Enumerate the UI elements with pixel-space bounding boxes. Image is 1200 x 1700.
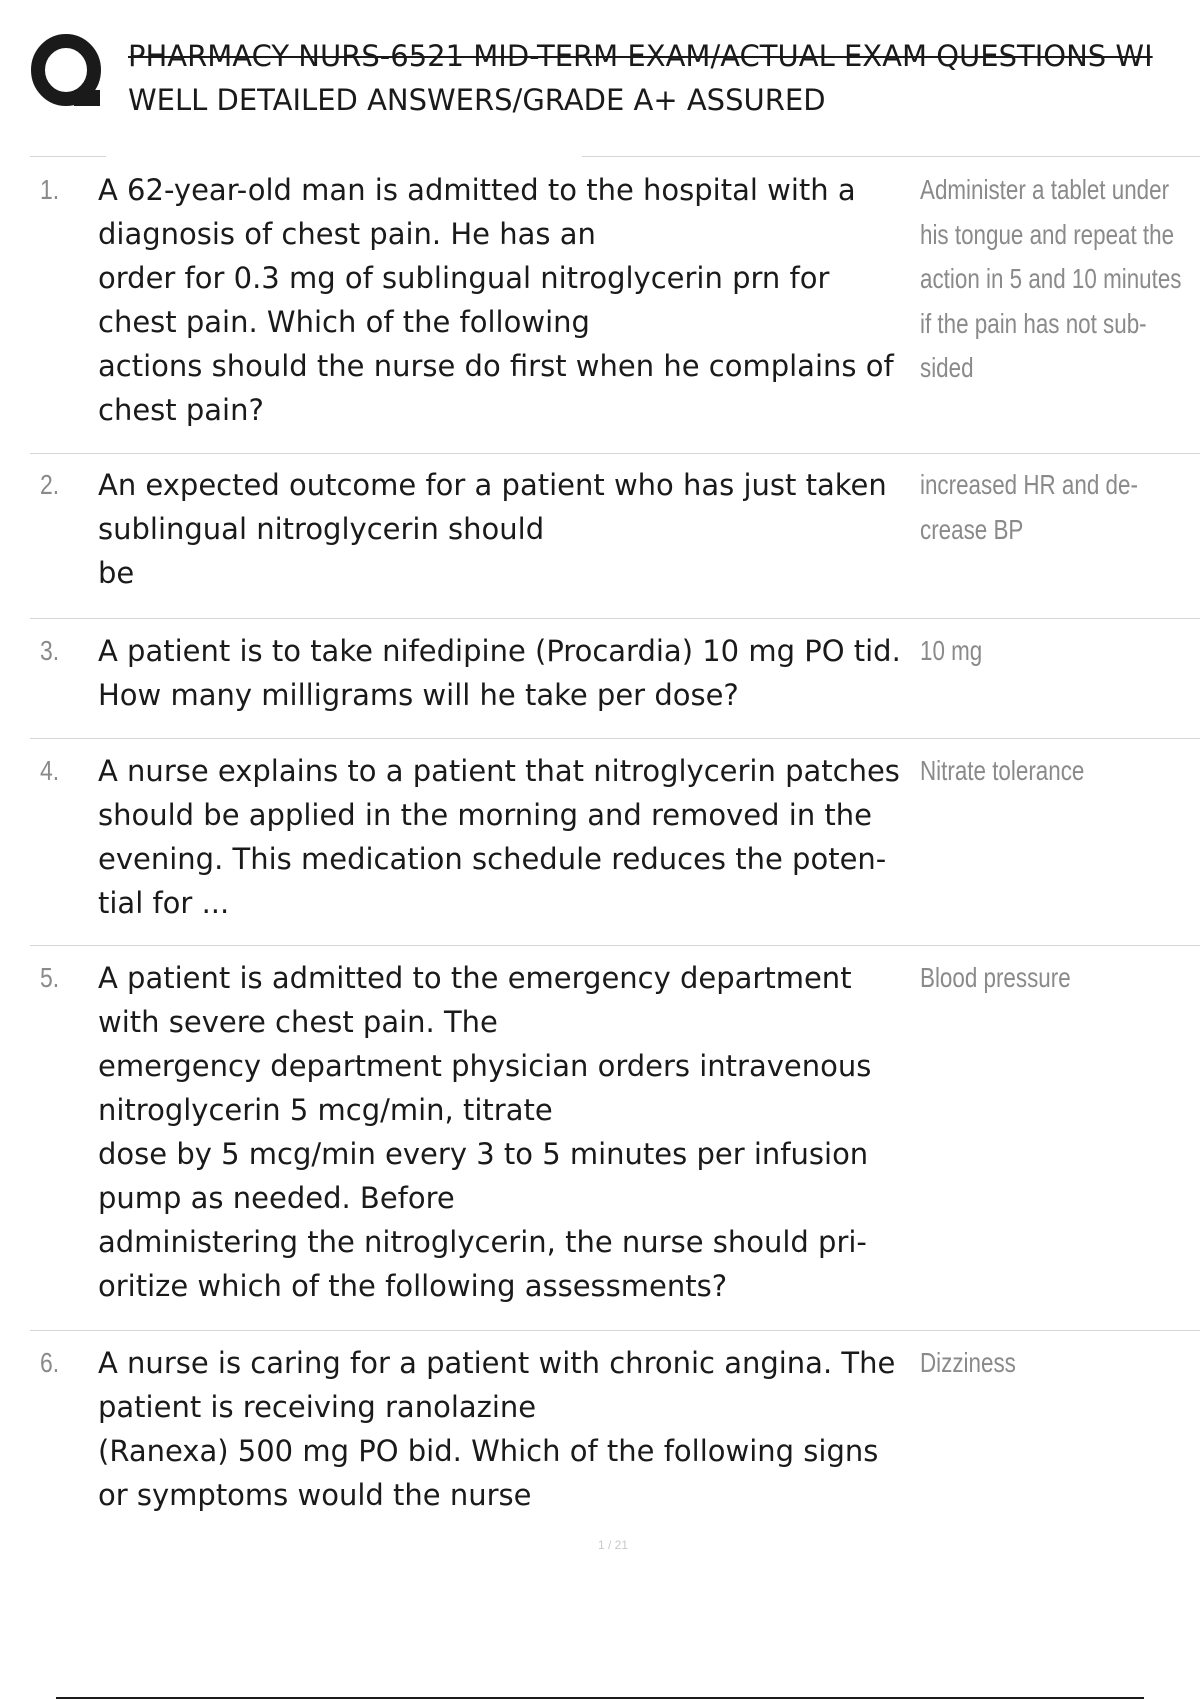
header-divider-right xyxy=(582,156,1200,157)
question-line: tial for ... xyxy=(98,886,230,920)
question-text xyxy=(98,168,943,432)
question-text xyxy=(98,956,943,1308)
answer-line: Nitrate tolerance xyxy=(920,755,1085,786)
answer-line: sided xyxy=(920,352,974,383)
question-line: chest pain? xyxy=(98,393,264,427)
answer-line: action in 5 and 10 minutes xyxy=(920,263,1182,294)
answer-line: increased HR and de- xyxy=(920,469,1138,500)
question-line: order for 0.3 mg of sublingual nitroglycerin prn for xyxy=(98,261,830,295)
question-line: How many milligrams will he take per dose? xyxy=(98,678,739,712)
answer-line: Administer a tablet under xyxy=(920,174,1170,205)
question-line: dose by 5 mcg/min every 3 to 5 minutes per infusion xyxy=(98,1137,869,1171)
answer-line: crease BP xyxy=(920,513,1024,545)
question-line: An expected outcome for a patient who has just taken xyxy=(98,468,887,502)
header-divider-left xyxy=(30,156,106,157)
document-title xyxy=(128,34,1200,122)
question-text xyxy=(98,1341,943,1517)
question-line: A patient is to take nifedipine (Procardia) 10 mg PO tid. xyxy=(98,634,901,668)
answer-text xyxy=(920,463,1160,552)
title-line-1: PHARMACY NURS-6521 MID-TERM EXAM/ACTUAL EXAM QUESTIONS WI xyxy=(128,39,1153,73)
answer-line: his tongue and repeat the xyxy=(920,218,1175,250)
answer-text xyxy=(920,629,1160,674)
question-text xyxy=(98,749,943,925)
footer-divider xyxy=(56,1697,1144,1699)
question-text xyxy=(98,463,943,595)
question-line: (Ranexa) 500 mg PO bid. Which of the following signs xyxy=(98,1434,879,1468)
question-number: 2. xyxy=(40,469,60,500)
answer-text xyxy=(920,168,1182,391)
question-line: A patient is admitted to the emergency department xyxy=(98,961,852,995)
answer-text xyxy=(920,1341,1160,1386)
answer-line: Blood pressure xyxy=(920,962,1071,993)
question-line: evening. This medication schedule reduces the poten- xyxy=(98,842,887,876)
answer-line: Dizziness xyxy=(920,1347,1016,1378)
row-divider xyxy=(30,945,1200,946)
title-line-2: WELL DETAILED ANSWERS/GRADE A+ ASSURED xyxy=(128,83,826,117)
question-line: administering the nitroglycerin, the nurse should pri- xyxy=(98,1225,867,1259)
question-line: pump as needed. Before xyxy=(98,1181,455,1215)
question-number: 6. xyxy=(40,1347,60,1378)
question-line: A nurse is caring for a patient with chronic angina. The xyxy=(98,1346,896,1380)
question-line: chest pain. Which of the following xyxy=(98,305,590,339)
row-divider xyxy=(30,1330,1200,1331)
question-line: emergency department physician orders intravenous xyxy=(98,1049,872,1083)
question-line: nitroglycerin 5 mcg/min, titrate xyxy=(98,1093,553,1127)
answer-line: 10 mg xyxy=(920,635,983,666)
question-number: 5. xyxy=(40,962,60,993)
question-line: be xyxy=(98,556,135,590)
question-text xyxy=(98,629,943,717)
answer-text xyxy=(920,749,1160,794)
question-line: A 62-year-old man is admitted to the hospital with a xyxy=(98,173,856,207)
row-divider xyxy=(30,618,1200,619)
question-number: 4. xyxy=(40,755,60,786)
question-line: diagnosis of chest pain. He has an xyxy=(98,217,596,251)
row-divider xyxy=(30,453,1200,454)
question-line: oritize which of the following assessments? xyxy=(98,1269,728,1303)
answer-line: if the pain has not sub- xyxy=(920,307,1147,339)
question-line: A nurse explains to a patient that nitroglycerin patches xyxy=(98,754,900,788)
question-number: 1. xyxy=(40,174,60,205)
row-divider xyxy=(30,738,1200,739)
question-line: should be applied in the morning and removed in the xyxy=(98,798,873,832)
page-number: 1 / 21 xyxy=(598,1538,629,1552)
question-line: or symptoms would the nurse xyxy=(98,1478,532,1512)
question-line: actions should the nurse do first when he complains of xyxy=(98,349,894,383)
question-line: patient is receiving ranolazine xyxy=(98,1390,537,1424)
question-number: 3. xyxy=(40,635,60,666)
question-line: sublingual nitroglycerin should xyxy=(98,512,545,546)
logo-q-icon xyxy=(30,32,106,112)
answer-text xyxy=(920,956,1160,1001)
question-line: with severe chest pain. The xyxy=(98,1005,498,1039)
